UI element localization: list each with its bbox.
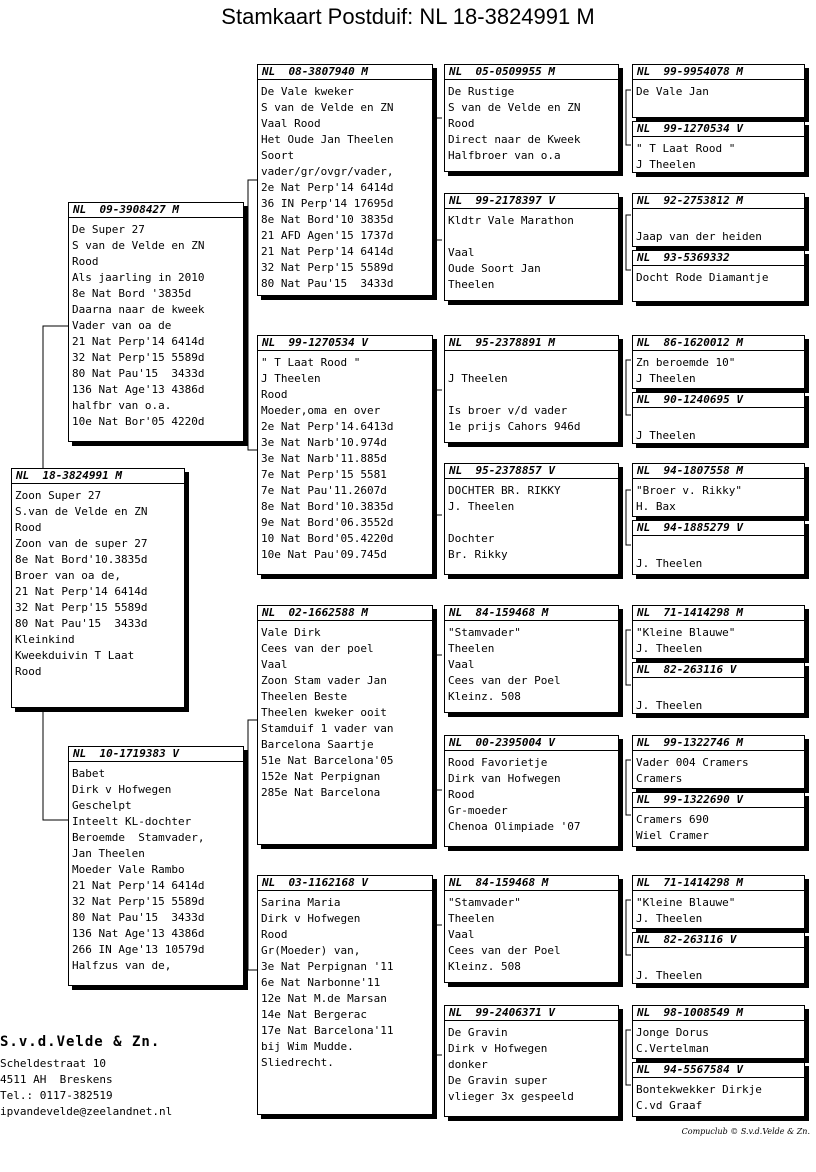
pigeon-detail-line: Rood	[72, 255, 99, 268]
pigeon-detail-line: Kleinz. 508	[448, 960, 521, 973]
owner-phone: Tel.: 0117-382519	[0, 1089, 113, 1102]
pigeon-detail-line: Cees van der poel	[261, 642, 374, 655]
pigeon-detail-line: Kleinz. 508	[448, 690, 521, 703]
pigeon-detail-line: De Vale kweker	[261, 85, 354, 98]
pigeon-ring-number: NL 00-2395004 V	[445, 736, 618, 751]
pigeon-detail-line: Halfzus van de,	[72, 959, 172, 972]
pigeon-detail-line: 21 Nat Perp'14 6414d	[72, 879, 205, 892]
pigeon-card	[257, 64, 433, 296]
pigeon-detail-line: bij Wim Mudde.	[261, 1040, 354, 1053]
pigeon-details	[445, 351, 618, 435]
pigeon-card	[11, 468, 185, 708]
pigeon-ring-number: NL 99-1322746 M	[633, 736, 804, 751]
pigeon-ring-number: NL 86-1620012 M	[633, 336, 804, 351]
pigeon-detail-line: J Theelen	[636, 158, 696, 171]
pigeon-detail-line: Vaal	[448, 928, 475, 941]
pigeon-detail-line: Daarna naar de kweek	[72, 303, 205, 316]
pigeon-ring-number: NL 95-2378891 M	[445, 336, 618, 351]
pigeon-detail-line: Direct naar de Kweek	[448, 133, 581, 146]
pigeon-detail-line: S.van de Velde en ZN	[15, 505, 148, 518]
pigeon-detail-line: Theelen kweker ooit	[261, 706, 387, 719]
pigeon-details	[633, 266, 804, 286]
pigeon-detail-line	[448, 387, 618, 403]
pigeon-ring-number: NL 84-159468 M	[445, 876, 618, 891]
pigeon-detail-line: Rood	[448, 788, 475, 801]
pigeon-detail-line: Theelen	[448, 642, 495, 655]
pigeon-card	[444, 875, 619, 983]
pigeon-details	[633, 479, 804, 515]
pigeon-ring-number: NL 82-263116 V	[633, 933, 804, 948]
pigeon-card	[632, 605, 805, 659]
pigeon-card	[444, 735, 619, 847]
pigeon-detail-line: 3e Nat Narb'11.885d	[261, 452, 387, 465]
pigeon-ring-number: NL 99-9954078 M	[633, 65, 804, 80]
pigeon-details	[633, 209, 804, 245]
pigeon-details	[258, 891, 432, 1071]
pigeon-detail-line: 10e Nat Pau'09.745d	[261, 548, 387, 561]
pigeon-card	[632, 662, 805, 714]
pigeon-detail-line: Dirk v Hofwegen	[72, 783, 172, 796]
pigeon-detail-line: S van de Velde en ZN	[72, 239, 205, 252]
pigeon-detail-line: donker	[448, 1058, 488, 1071]
pigeon-card	[257, 335, 433, 575]
pigeon-card	[444, 1005, 619, 1117]
pigeon-detail-line: 32 Nat Perp'15 5589d	[261, 261, 394, 274]
pigeon-detail-line: "Stamvader"	[448, 626, 521, 639]
pigeon-detail-line: 32 Nat Perp'15 5589d	[72, 351, 205, 364]
pigeon-detail-line: Kldtr Vale Marathon	[448, 214, 574, 227]
pigeon-detail-line: Inteelt KL-dochter	[72, 815, 192, 828]
pigeon-detail-line: De Gravin super	[448, 1074, 548, 1087]
pigeon-detail-line: 32 Nat Perp'15 5589d	[15, 601, 148, 614]
pigeon-detail-line: J. Theelen	[636, 557, 703, 570]
pigeon-detail-line: 80 Nat Pau'15 3433d	[72, 911, 205, 924]
pigeon-detail-line: De Super 27	[72, 223, 145, 236]
pigeon-details	[445, 479, 618, 563]
pigeon-detail-line: vlieger 3x gespeeld	[448, 1090, 574, 1103]
pigeon-detail-line: Zoon van de super 27	[15, 537, 148, 550]
pigeon-detail-line: Vaal	[448, 658, 475, 671]
pigeon-ring-number: NL 99-1270534 V	[258, 336, 432, 351]
pigeon-detail-line: 10e Nat Bor'05 4220d	[72, 415, 205, 428]
pigeon-ring-number: NL 98-1008549 M	[633, 1006, 804, 1021]
pigeon-card	[632, 792, 805, 847]
pigeon-ring-number: NL 94-5567584 V	[633, 1063, 804, 1078]
pigeon-detail-line: Dirk v Hofwegen	[261, 912, 361, 925]
pigeon-ring-number: NL 02-1662588 M	[258, 606, 432, 621]
pigeon-ring-number: NL 71-1414298 M	[633, 606, 804, 621]
pigeon-details	[12, 484, 184, 680]
pigeon-card	[257, 605, 433, 845]
pigeon-card	[632, 335, 805, 389]
pigeon-detail-line: 1e prijs Cahors 946d	[448, 420, 581, 433]
pigeon-detail-line: Broer van oa de,	[15, 569, 121, 582]
pigeon-ring-number: NL 10-1719383 V	[69, 747, 243, 762]
pigeon-detail-line: Cramers 690	[636, 813, 709, 826]
pigeon-detail-line: Moeder,oma en over	[261, 404, 381, 417]
pigeon-ring-number: NL 94-1807558 M	[633, 464, 804, 479]
pigeon-detail-line: J. Theelen	[636, 699, 703, 712]
pigeon-ring-number: NL 08-3807940 M	[258, 65, 432, 80]
pigeon-detail-line: 8e Nat Bord'10 3835d	[261, 213, 394, 226]
pigeon-detail-line	[636, 682, 804, 698]
pigeon-details	[633, 80, 804, 100]
pigeon-detail-line: J. Theelen	[636, 969, 703, 982]
pigeon-detail-line: vader/gr/ovgr/vader,	[261, 165, 394, 178]
pigeon-card	[444, 463, 619, 575]
pigeon-detail-line: J Theelen	[261, 372, 321, 385]
pigeon-ring-number: NL 93-5369332	[633, 251, 804, 266]
pigeon-details	[445, 80, 618, 164]
pigeon-detail-line: " T Laat Rood "	[636, 142, 736, 155]
pigeon-detail-line: Als jaarling in 2010	[72, 271, 205, 284]
pigeon-card	[632, 250, 805, 302]
pigeon-detail-line: C.Vertelman	[636, 1042, 709, 1055]
pigeon-card	[632, 520, 805, 575]
pigeon-details	[445, 751, 618, 835]
pigeon-details	[633, 891, 804, 927]
pigeon-detail-line: Zn beroemde 10"	[636, 356, 736, 369]
pigeon-detail-line: Het Oude Jan Theelen	[261, 133, 394, 146]
page-title: Stamkaart Postduif: NL 18-3824991 M	[221, 4, 595, 29]
pigeon-detail-line: H. Bax	[636, 500, 676, 513]
pigeon-detail-line: "Stamvader"	[448, 896, 521, 909]
pigeon-detail-line: Sarina Maria	[261, 896, 341, 909]
pigeon-detail-line: 21 AFD Agen'15 1737d	[261, 229, 394, 242]
pigeon-detail-line: 2e Nat Perp'14 6414d	[261, 181, 394, 194]
pigeon-detail-line: 136 Nat Age'13 4386d	[72, 383, 205, 396]
pigeon-ring-number: NL 18-3824991 M	[12, 469, 184, 484]
pigeon-card	[632, 193, 805, 247]
pigeon-detail-line: De Gravin	[448, 1026, 508, 1039]
pigeon-detail-line: Kleinkind	[15, 633, 75, 646]
pigeon-detail-line: 21 Nat Perp'14 6414d	[15, 585, 148, 598]
pigeon-detail-line: "Kleine Blauwe"	[636, 626, 736, 639]
pigeon-detail-line: Gr(Moeder) van,	[261, 944, 361, 957]
pigeon-detail-line: DOCHTER BR. RIKKY	[448, 484, 561, 497]
pigeon-card	[632, 392, 805, 444]
pigeon-detail-line: Docht Rode Diamantje	[636, 271, 769, 284]
pigeon-card	[444, 193, 619, 301]
pigeon-detail-line: 136 Nat Age'13 4386d	[72, 927, 205, 940]
pigeon-ring-number: NL 95-2378857 V	[445, 464, 618, 479]
pigeon-card	[632, 64, 805, 118]
pigeon-detail-line: " T Laat Rood "	[261, 356, 361, 369]
pigeon-details	[633, 948, 804, 984]
pigeon-detail-line: 17e Nat Barcelona'11	[261, 1024, 394, 1037]
pigeon-detail-line: Bontekwekker Dirkje	[636, 1083, 762, 1096]
pigeon-detail-line: J. Theelen	[636, 642, 703, 655]
pigeon-detail-line: 12e Nat M.de Marsan	[261, 992, 387, 1005]
pigeon-details	[633, 678, 804, 714]
pigeon-details	[445, 209, 618, 293]
pigeon-details	[633, 1021, 804, 1057]
pigeon-ring-number: NL 94-1885279 V	[633, 521, 804, 536]
pigeon-detail-line: Vaal Rood	[261, 117, 321, 130]
pigeon-detail-line: "Kleine Blauwe"	[636, 896, 736, 909]
pigeon-detail-line: 80 Nat Pau'15 3433d	[72, 367, 205, 380]
pigeon-card	[632, 735, 805, 789]
pigeon-details	[633, 536, 804, 572]
pigeon-detail-line: 80 Nat Pau'15 3433d	[15, 617, 148, 630]
pigeon-detail-line: Jaap van der heiden	[636, 230, 762, 243]
pigeon-detail-line: Vaal	[261, 658, 288, 671]
pigeon-detail-line: Barcelona Saartje	[261, 738, 374, 751]
pigeon-detail-line: Gr-moeder	[448, 804, 508, 817]
pigeon-detail-line: 2e Nat Perp'14.6413d	[261, 420, 394, 433]
pigeon-detail-line: Sliedrecht.	[261, 1056, 334, 1069]
pigeon-card	[632, 932, 805, 984]
pigeon-ring-number: NL 90-1240695 V	[633, 393, 804, 408]
pigeon-detail-line: "Broer v. Rikky"	[636, 484, 742, 497]
pigeon-detail-line: 8e Nat Bord'10.3835d	[261, 500, 394, 513]
pigeon-detail-line: J Theelen	[636, 429, 696, 442]
pigeon-ring-number: NL 99-2406371 V	[445, 1006, 618, 1021]
owner-info	[0, 1034, 172, 1120]
pigeon-detail-line: Wiel Cramer	[636, 829, 709, 842]
pigeon-detail-line: Theelen Beste	[261, 690, 348, 703]
pigeon-detail-line: Jan Theelen	[72, 847, 145, 860]
pigeon-detail-line: 7e Nat Perp'15 5581	[261, 468, 387, 481]
pigeon-detail-line: Beroemde Stamvader,	[72, 831, 205, 844]
pigeon-card	[68, 202, 244, 442]
pigeon-detail-line: 21 Nat Perp'14 6414d	[261, 245, 394, 258]
pigeon-details	[258, 621, 432, 801]
pigeon-detail-line: Br. Rikky	[448, 548, 508, 561]
pigeon-detail-line: Moeder Vale Rambo	[72, 863, 185, 876]
pigeon-detail-line: Zoon Stam vader Jan	[261, 674, 387, 687]
pigeon-detail-line: 36 IN Perp'14 17695d	[261, 197, 394, 210]
footer-credit: Compuclub © S.v.d.Velde & Zn.	[681, 1127, 810, 1136]
pigeon-card	[257, 875, 433, 1115]
pigeon-detail-line: Rood	[15, 521, 42, 534]
pigeon-card	[632, 1005, 805, 1059]
pigeon-details	[633, 408, 804, 444]
pigeon-detail-line	[636, 952, 804, 968]
pigeon-ring-number: NL 03-1162168 V	[258, 876, 432, 891]
pigeon-card	[632, 121, 805, 173]
pigeon-details	[633, 351, 804, 387]
pigeon-detail-line: Cees van der Poel	[448, 674, 561, 687]
pigeon-detail-line: 9e Nat Bord'06.3552d	[261, 516, 394, 529]
pigeon-detail-line: Vaal	[448, 246, 475, 259]
pigeon-detail-line: 10 Nat Bord'05.4220d	[261, 532, 394, 545]
pigeon-ring-number: NL 82-263116 V	[633, 663, 804, 678]
pigeon-detail-line: Vader 004 Cramers	[636, 756, 749, 769]
pigeon-card	[444, 335, 619, 443]
pigeon-detail-line: C.vd Graaf	[636, 1099, 703, 1112]
pigeon-detail-line: 285e Nat Barcelona	[261, 786, 381, 799]
pigeon-ring-number: NL 99-1322690 V	[633, 793, 804, 808]
owner-email: ipvandevelde@zeelandnet.nl	[0, 1105, 173, 1118]
pigeon-details	[445, 891, 618, 975]
owner-postcode: 4511 AH Breskens	[0, 1073, 113, 1086]
pigeon-detail-line: Vader van oa de	[72, 319, 172, 332]
pigeon-detail-line: 3e Nat Perpignan '11	[261, 960, 394, 973]
owner-name: S.v.d.Velde & Zn.	[0, 1034, 161, 1050]
pigeon-detail-line: J Theelen	[448, 372, 508, 385]
pigeon-details	[258, 80, 432, 292]
pigeon-detail-line: 7e Nat Pau'11.2607d	[261, 484, 387, 497]
pigeon-detail-line: J Theelen	[636, 372, 696, 385]
pigeon-ring-number: NL 09-3908427 M	[69, 203, 243, 218]
pigeon-detail-line: Stamduif 1 vader van	[261, 722, 394, 735]
pigeon-detail-line: 32 Nat Perp'15 5589d	[72, 895, 205, 908]
pigeon-detail-line: 266 IN Age'13 10579d	[72, 943, 205, 956]
pigeon-ring-number: NL 99-1270534 V	[633, 122, 804, 137]
pigeon-detail-line: 14e Nat Bergerac	[261, 1008, 367, 1021]
pigeon-detail-line: 51e Nat Barcelona'05	[261, 754, 394, 767]
pigeon-detail-line	[448, 355, 618, 371]
pigeon-details	[633, 1078, 804, 1114]
pigeon-detail-line: 8e Nat Bord'10.3835d	[15, 553, 148, 566]
pigeon-detail-line: Jonge Dorus	[636, 1026, 709, 1039]
pigeon-detail-line: Oude Soort Jan	[448, 262, 541, 275]
pigeon-detail-line: Rood	[448, 117, 475, 130]
pigeon-details	[69, 762, 243, 974]
pigeon-detail-line: Geschelpt	[72, 799, 132, 812]
pigeon-detail-line	[448, 515, 618, 531]
pigeon-detail-line: Dochter	[448, 532, 495, 545]
pigeon-detail-line: S van de Velde en ZN	[261, 101, 394, 114]
pigeon-details	[258, 351, 432, 563]
pigeon-ring-number: NL 92-2753812 M	[633, 194, 804, 209]
pigeon-detail-line: Chenoa Olimpiade '07	[448, 820, 581, 833]
pigeon-detail-line: Dirk v Hofwegen	[448, 1042, 548, 1055]
pigeon-details	[633, 137, 804, 173]
pigeon-detail-line: halfbr van o.a.	[72, 399, 172, 412]
pigeon-ring-number: NL 84-159468 M	[445, 606, 618, 621]
pigeon-detail-line: Babet	[72, 767, 106, 780]
pigeon-detail-line: S van de Velde en ZN	[448, 101, 581, 114]
pigeon-detail-line: Dirk van Hofwegen	[448, 772, 561, 785]
pigeon-detail-line: Rood	[15, 665, 42, 678]
pigeon-ring-number: NL 99-2178397 V	[445, 194, 618, 209]
pigeon-detail-line: Soort	[261, 149, 295, 162]
pigeon-detail-line: Vale Dirk	[261, 626, 321, 639]
pigeon-card	[68, 746, 244, 986]
pigeon-card	[444, 605, 619, 713]
pigeon-detail-line: Is broer v/d vader	[448, 404, 568, 417]
pigeon-detail-line	[636, 213, 804, 229]
pigeon-card	[632, 463, 805, 517]
pigeon-detail-line: Theelen	[448, 278, 495, 291]
pigeon-details	[445, 621, 618, 705]
pigeon-details	[633, 808, 804, 844]
pigeon-detail-line: Halfbroer van o.a	[448, 149, 561, 162]
pigeon-detail-line: Theelen	[448, 912, 495, 925]
pigeon-detail-line: 8e Nat Bord '3835d	[72, 287, 192, 300]
pigeon-details	[633, 751, 804, 787]
pigeon-ring-number: NL 71-1414298 M	[633, 876, 804, 891]
pigeon-detail-line: Rood Favorietje	[448, 756, 548, 769]
pigeon-details	[445, 1021, 618, 1105]
pigeon-detail-line	[448, 229, 618, 245]
pigeon-detail-line: 80 Nat Pau'15 3433d	[261, 277, 394, 290]
pigeon-detail-line: Cees van der Poel	[448, 944, 561, 957]
pigeon-card	[632, 1062, 805, 1117]
pigeon-detail-line: 6e Nat Narbonne'11	[261, 976, 381, 989]
pigeon-detail-line: 152e Nat Perpignan	[261, 770, 381, 783]
pigeon-details	[633, 621, 804, 657]
pigeon-detail-line: Zoon Super 27	[15, 489, 102, 502]
pigeon-detail-line: Kweekduivin T Laat	[15, 649, 135, 662]
pigeon-details	[69, 218, 243, 430]
pigeon-detail-line	[636, 412, 804, 428]
pigeon-detail-line: De Rustige	[448, 85, 515, 98]
pigeon-detail-line: Cramers	[636, 772, 683, 785]
pigeon-detail-line: Rood	[261, 928, 288, 941]
pigeon-detail-line: Rood	[261, 388, 288, 401]
pigeon-detail-line: 3e Nat Narb'10.974d	[261, 436, 387, 449]
pigeon-detail-line: J. Theelen	[448, 500, 515, 513]
pigeon-detail-line: De Vale Jan	[636, 85, 709, 98]
pigeon-card	[632, 875, 805, 929]
owner-address: Scheldestraat 10	[0, 1057, 106, 1070]
pigeon-ring-number: NL 05-0509955 M	[445, 65, 618, 80]
pigeon-detail-line: J. Theelen	[636, 912, 703, 925]
pigeon-card	[444, 64, 619, 172]
pigeon-detail-line	[636, 540, 804, 556]
pigeon-detail-line: 21 Nat Perp'14 6414d	[72, 335, 205, 348]
